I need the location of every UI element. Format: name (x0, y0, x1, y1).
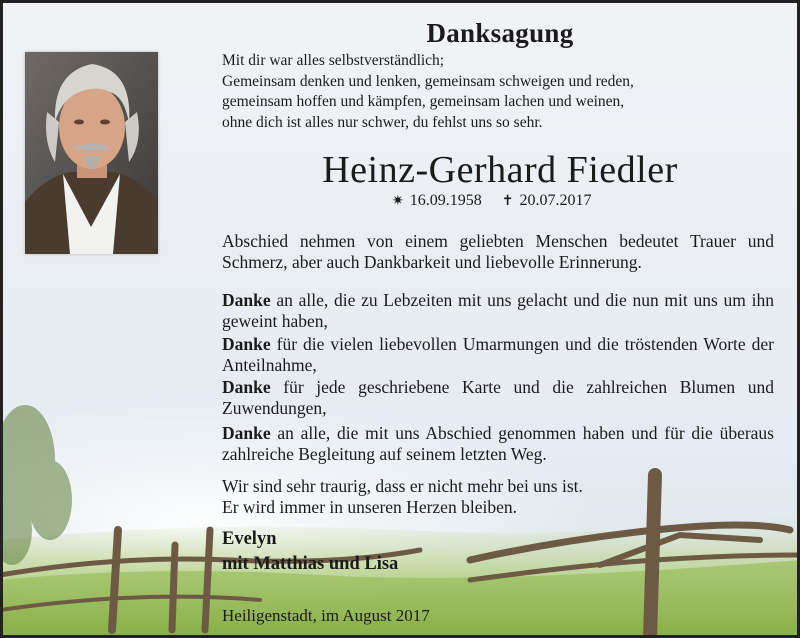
signature-line: mit Matthias und Lisa (222, 554, 399, 574)
closing-line: Wir sind sehr traurig, dass er nicht mehr bei uns ist. (222, 476, 583, 496)
poem-line: Mit dir war alles selbstverständlich; (222, 52, 445, 69)
death-cross-icon: ✝ (501, 194, 514, 209)
closing-text (222, 476, 583, 518)
signature-line: Evelyn (222, 529, 277, 549)
signatures (222, 527, 398, 577)
birth-star-icon: ✷ (392, 194, 404, 209)
intro-text: Abschied nehmen von einem geliebten Menschen bedeutet Trauer und Schmerz, aber auch Dankbarkeit und liebevolle Erinnerung. (222, 231, 774, 272)
place-and-date: Heiligenstadt, im August 2017 (222, 606, 430, 625)
thanks-keyword: Danke (222, 334, 271, 354)
thanks-keyword: Danke (222, 290, 271, 310)
thanks-paragraph (222, 377, 774, 419)
thanks-text: an alle, die zu Lebzeiten mit uns gelacht und die nun mit uns um ihn geweint haben, (222, 290, 774, 331)
poem (222, 51, 634, 133)
death-date: 20.07.2017 (519, 192, 592, 209)
birth-date: 16.09.1958 (409, 192, 482, 209)
thanks-text: an alle, die mit uns Abschied genommen haben und für die überaus zahlreiche Begleitung auf seinem letzten Weg. (222, 423, 774, 464)
closing-line: Er wird immer in unseren Herzen bleiben. (222, 497, 517, 517)
thanks-keyword: Danke (222, 377, 271, 397)
portrait-photo (25, 52, 158, 254)
thanks-paragraph (222, 334, 774, 376)
poem-line: gemeinsam hoffen und kämpfen, gemeinsam lachen und weinen, (222, 93, 625, 110)
thanks-keyword: Danke (222, 423, 271, 443)
poem-line: Gemeinsam denken und lenken, gemeinsam schweigen und reden, (222, 72, 634, 90)
poem-line: ohne dich ist alles nur schwer, du fehlst uns so sehr. (222, 113, 543, 131)
thanks-paragraph (222, 290, 774, 332)
deceased-name: Heinz-Gerhard Fiedler (322, 149, 678, 191)
notice-title: Danksagung (426, 18, 574, 48)
thanks-paragraph (222, 423, 774, 465)
thanks-text: für jede geschriebene Karte und die zahlreichen Blumen und Zuwendungen, (222, 377, 774, 418)
thanks-text: für die vielen liebevollen Umarmungen und die tröstenden Worte der Anteilnahme, (222, 334, 774, 375)
life-dates (392, 192, 591, 210)
